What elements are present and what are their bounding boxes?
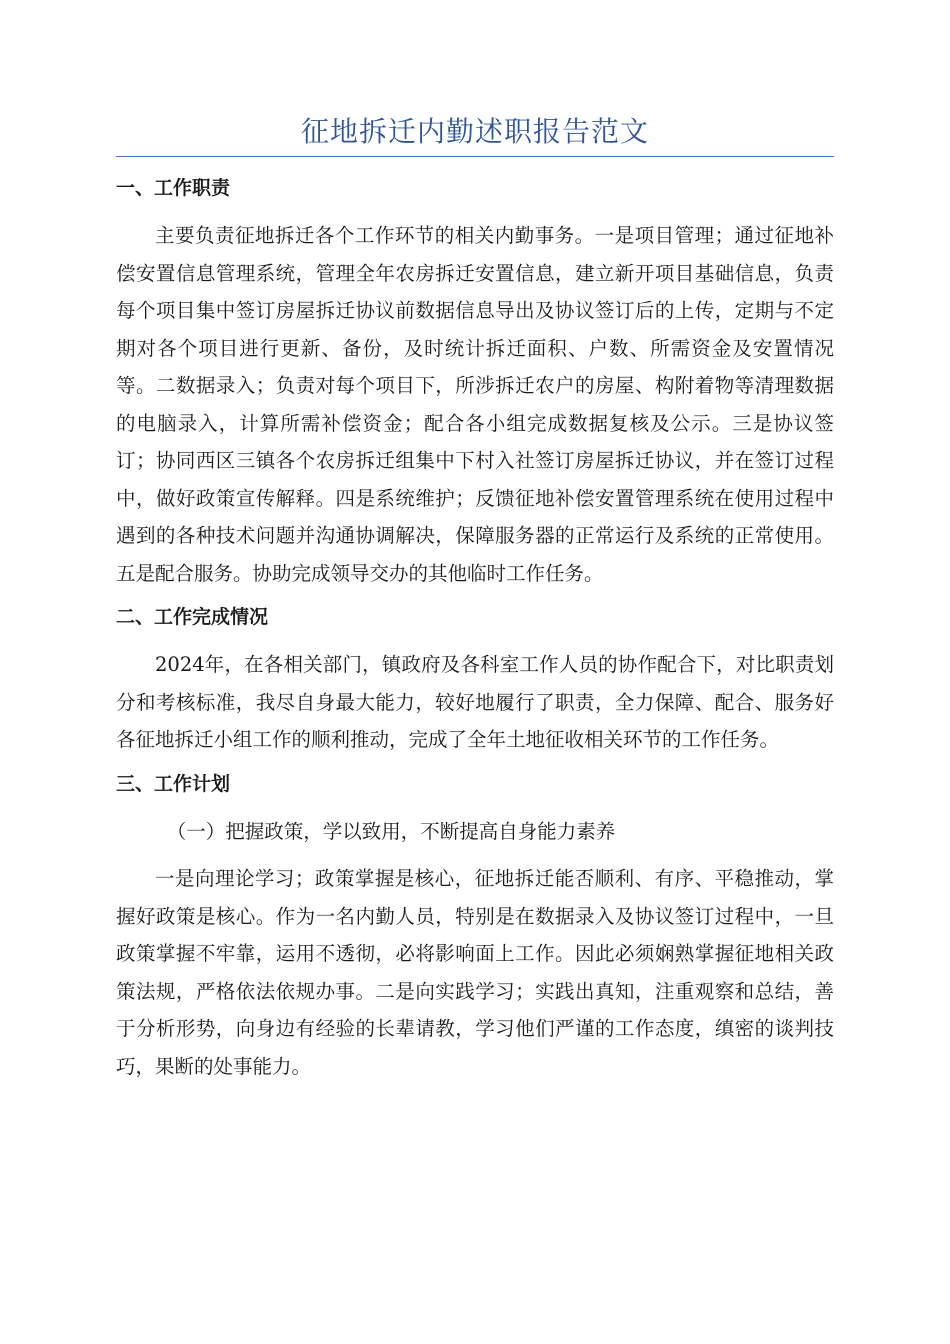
title-underline: [116, 156, 834, 157]
section-heading: 三、工作计划: [116, 772, 231, 795]
section-heading: 一、工作职责: [116, 177, 231, 199]
section-heading: 二、工作完成情况: [116, 606, 269, 628]
section-subheading: （一）把握政策，学以致用，不断提高自身能力素养: [166, 819, 616, 843]
section-work-completion: [116, 602, 834, 759]
document-page: [116, 108, 834, 1095]
document-title: 征地拆迁内勤述职报告范文: [300, 115, 649, 148]
section-paragraph: 2024年，在各相关部门，镇政府及各科室工作人员的协作配合下，对比职责划分和考核标准，我尽自身最大能力，较好地履行了职责，全力保障、配合、服务好各征地拆迁小组工作的顺利推动，完成了全年土地征收相关环节的工作任务。: [116, 653, 834, 751]
section-work-plan: [116, 769, 834, 1086]
section-paragraph: 一是向理论学习；政策掌握是核心，征地拆迁能否顺利、有序、平稳推动，掌握好政策是核心。作为一名内勤人员，特别是在数据录入及协议签订过程中，一旦政策掌握不牢靠，运用不透彻，必将影响面上工作。因此必须娴熟掌握征地相关政策法规，严格依法依规办事。二是向实践学习；实践出真知，注重观察和总结，善于分析形势，向身边有经验的长辈请教，学习他们严谨的工作态度，缜密的谈判技巧，果断的处事能力。: [116, 867, 834, 1078]
section-job-duties: [116, 173, 834, 592]
section-paragraph: 主要负责征地拆迁各个工作环节的相关内勤事务。一是项目管理；通过征地补偿安置信息管理系统，管理全年农房拆迁安置信息，建立新开项目基础信息，负责每个项目集中签订房屋拆迁协议前数据信息导出及协议签订后的上传，定期与不定期对各个项目进行更新、备份，及时统计拆迁面积、户数、所需资金及安置情况等。二数据录入；负责对每个项目下，所涉拆迁农户的房屋、构附着物等清理数据的电脑录入，计算所需补偿资金；配合各小组完成数据复核及公示。三是协议签订；协同西区三镇各个农房拆迁组集中下村入社签订房屋拆迁协议，并在签订过程中，做好政策宣传解释。四是系统维护；反馈征地补偿安置管理系统在使用过程中遇到的各种技术问题并沟通协调解决，保障服务器的正常运行及系统的正常使用。五是配合服务。协助完成领导交办的其他临时工作任务。: [116, 224, 834, 585]
